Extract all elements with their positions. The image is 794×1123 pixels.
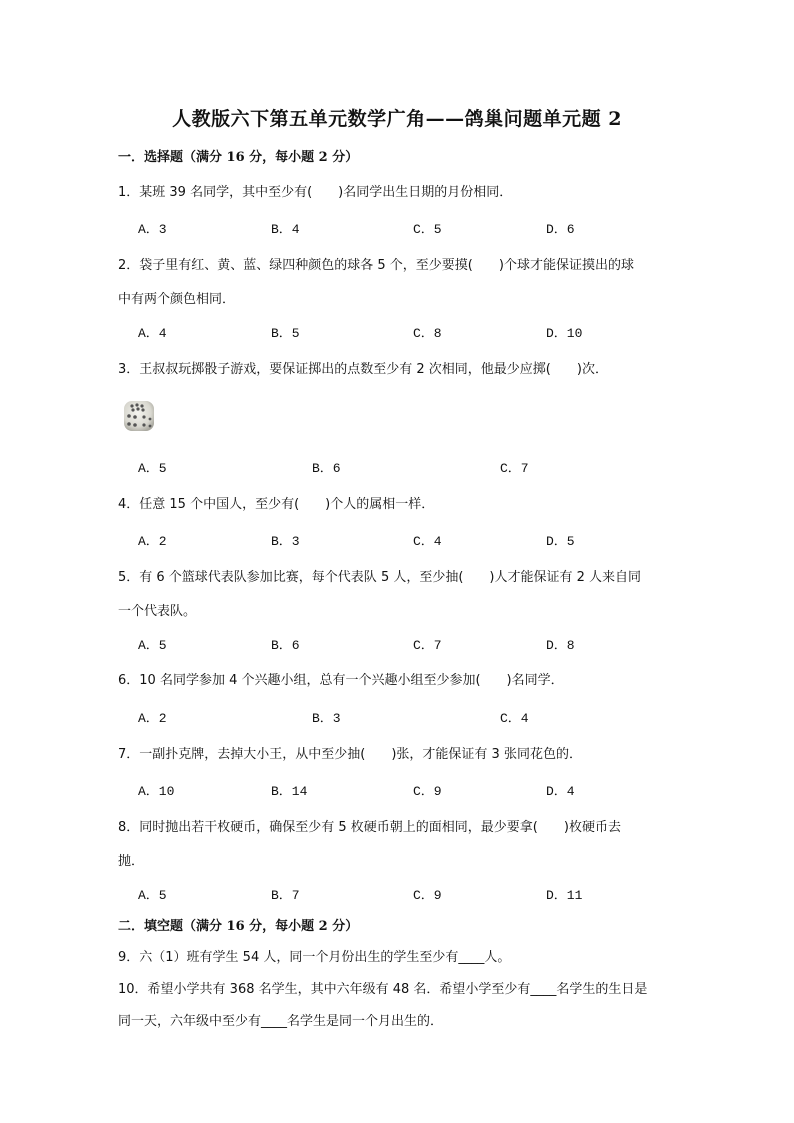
question-6-text: 6．10 名同学参加 4 个兴趣小组，总有一个兴趣小组至少参加( )名同学． xyxy=(118,673,564,688)
option-c[interactable]: C．8 xyxy=(413,326,442,341)
question-4-options xyxy=(138,530,698,548)
dice-image xyxy=(122,399,156,433)
option-b[interactable]: B．3 xyxy=(271,534,300,549)
option-c[interactable]: C．7 xyxy=(500,461,529,476)
question-1-options xyxy=(138,218,698,236)
option-a[interactable]: A．4 xyxy=(138,326,167,341)
question-8-text-cont: 抛． xyxy=(118,854,145,869)
option-a[interactable]: A．2 xyxy=(138,711,167,726)
option-b[interactable]: B．5 xyxy=(271,326,300,341)
question-9-text: 9．六（1）班有学生 54 人，同一个月份出生的学生至少有____人。 xyxy=(118,950,511,965)
option-b[interactable]: B．14 xyxy=(271,784,308,799)
option-a[interactable]: A．5 xyxy=(138,638,167,653)
option-c[interactable]: C．4 xyxy=(413,534,442,549)
option-b[interactable]: B．4 xyxy=(271,222,300,237)
option-d[interactable]: D．5 xyxy=(546,534,575,549)
question-6-options xyxy=(138,707,698,725)
question-2-text: 2．袋子里有红、黄、蓝、绿四种颜色的球各 5 个，至少要摸( )个球才能保证摸出的球 xyxy=(118,258,634,273)
question-2-options xyxy=(138,322,698,340)
section-heading-fill-blank: 二．填空题（满分 16 分，每小题 2 分） xyxy=(118,919,359,934)
question-5-options xyxy=(138,634,698,652)
option-a[interactable]: A．5 xyxy=(138,461,167,476)
option-d[interactable]: D．4 xyxy=(546,784,575,799)
question-7-options xyxy=(138,780,698,798)
document-title: 人教版六下第五单元数学广角——鸽巢问题单元题 2 xyxy=(172,108,622,130)
option-c[interactable]: C．5 xyxy=(413,222,442,237)
option-b[interactable]: B．6 xyxy=(271,638,300,653)
question-3-options xyxy=(138,457,698,475)
question-4-text: 4．任意 15 个中国人，至少有( )个人的属相一样． xyxy=(118,497,435,512)
question-7-text: 7．一副扑克牌，去掉大小王，从中至少抽( )张，才能保证有 3 张同花色的． xyxy=(118,747,582,762)
option-d[interactable]: D．10 xyxy=(546,326,583,341)
option-c[interactable]: C．7 xyxy=(413,638,442,653)
option-d[interactable]: D．8 xyxy=(546,638,575,653)
question-8-text: 8．同时抛出若干枚硬币，确保至少有 5 枚硬币朝上的面相同，最少要拿( )枚硬币去 xyxy=(118,820,621,835)
section-heading-choice: 一．选择题（满分 16 分，每小题 2 分） xyxy=(118,150,359,165)
option-b[interactable]: B．3 xyxy=(312,711,341,726)
option-d[interactable]: D．6 xyxy=(546,222,575,237)
question-2-text-cont: 中有两个颜色相同． xyxy=(118,292,236,307)
option-b[interactable]: B．7 xyxy=(271,888,300,903)
question-3-text: 3．王叔叔玩掷骰子游戏，要保证掷出的点数至少有 2 次相同，他最少应掷( )次． xyxy=(118,362,608,377)
option-d[interactable]: D．11 xyxy=(546,888,583,903)
option-a[interactable]: A．5 xyxy=(138,888,167,903)
option-c[interactable]: C．9 xyxy=(413,888,442,903)
question-1-text: 1．某班 39 名同学，其中至少有( )名同学出生日期的月份相同． xyxy=(118,185,513,200)
question-10-text-cont: 同一天，六年级中至少有____名学生是同一个月出生的． xyxy=(118,1014,444,1029)
question-10-text: 10．希望小学共有 368 名学生，其中六年级有 48 名．希望小学至少有____名学生的生日是 xyxy=(118,982,648,997)
option-a[interactable]: A．10 xyxy=(138,784,175,799)
option-b[interactable]: B．6 xyxy=(312,461,341,476)
question-5-text-cont: 一个代表队。 xyxy=(118,604,197,619)
option-a[interactable]: A．3 xyxy=(138,222,167,237)
option-c[interactable]: C．4 xyxy=(500,711,529,726)
option-c[interactable]: C．9 xyxy=(413,784,442,799)
question-5-text: 5．有 6 个篮球代表队参加比赛，每个代表队 5 人，至少抽( )人才能保证有 2 人来自同 xyxy=(118,570,642,585)
option-a[interactable]: A．2 xyxy=(138,534,167,549)
question-8-options xyxy=(138,884,698,902)
